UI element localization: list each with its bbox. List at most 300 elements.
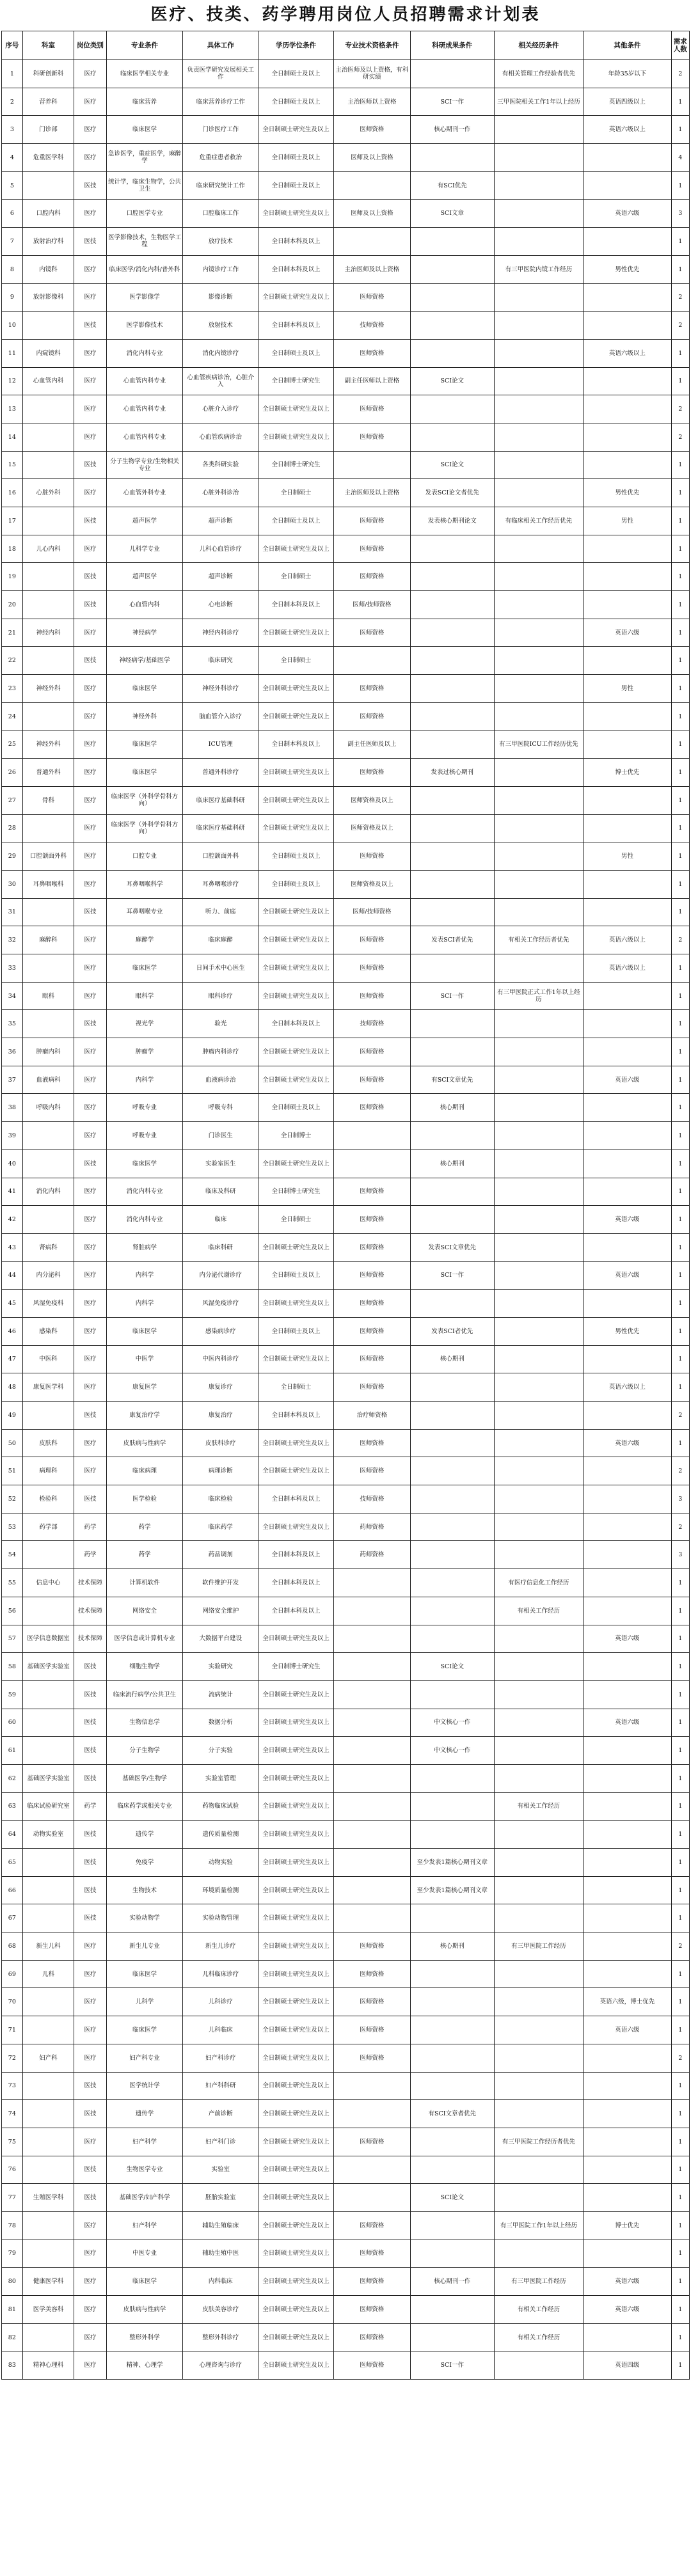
cell-major: 遗传学 (106, 2100, 183, 2128)
cell-duty: 妇产科诊疗 (183, 2044, 258, 2072)
cell-research (410, 1988, 494, 2016)
cell-count: 1 (671, 1429, 689, 1457)
cell-degree: 全日制博士研究生 (258, 451, 334, 479)
cell-other (584, 1653, 671, 1681)
table-row (2, 591, 690, 619)
cell-position-type: 医疗 (74, 1261, 106, 1290)
cell-experience (494, 1402, 584, 1430)
cell-duty: 实验室 (183, 2156, 258, 2184)
cell-experience: 有三甲医院正式工作1年以上经历 (494, 982, 584, 1010)
header-count: 需求人数 (671, 31, 689, 60)
table-row (2, 2268, 690, 2296)
cell-experience (494, 395, 584, 423)
cell-degree: 全日制硕士及以上 (258, 171, 334, 200)
cell-other (584, 2072, 671, 2100)
table-row (2, 144, 690, 172)
cell-duty: 产前诊断 (183, 2100, 258, 2128)
cell-major: 临床医学（外科学骨科方向） (106, 814, 183, 842)
cell-major: 内科学 (106, 1261, 183, 1290)
cell-degree: 全日制硕士研究生及以上 (258, 702, 334, 731)
cell-duty: 放疗技术 (183, 228, 258, 256)
cell-index: 25 (2, 731, 23, 759)
cell-research: SCI一作 (410, 982, 494, 1010)
cell-count: 1 (671, 255, 689, 283)
cell-duty: 日间手术中心医生 (183, 954, 258, 983)
cell-major: 妇产科学 (106, 2211, 183, 2240)
cell-other (584, 1513, 671, 1541)
cell-qualification (333, 451, 410, 479)
cell-major: 临床医学 (106, 1317, 183, 1345)
cell-count: 1 (671, 1680, 689, 1709)
cell-other (584, 1597, 671, 1625)
table-row (2, 1513, 690, 1541)
cell-experience (494, 1709, 584, 1737)
cell-experience (494, 814, 584, 842)
cell-research: 核心期刊 (410, 1932, 494, 1961)
cell-department (22, 2100, 74, 2128)
cell-count: 1 (671, 870, 689, 898)
cell-count: 2 (671, 1457, 689, 1485)
cell-qualification (333, 1625, 410, 1653)
cell-degree: 全日制硕士 (258, 647, 334, 675)
cell-experience: 有三甲医院工作1年以上经历 (494, 2211, 584, 2240)
cell-other (584, 1038, 671, 1066)
cell-degree: 全日制本科及以上 (258, 1010, 334, 1038)
cell-position-type: 医技 (74, 507, 106, 535)
cell-degree: 全日制硕士研究生及以上 (258, 1429, 334, 1457)
cell-department (22, 171, 74, 200)
cell-experience (494, 647, 584, 675)
cell-major: 新生儿专业 (106, 1932, 183, 1961)
cell-major: 皮肤病与性病学 (106, 2296, 183, 2324)
cell-position-type: 医疗 (74, 2323, 106, 2351)
cell-experience (494, 1122, 584, 1150)
cell-experience (494, 1513, 584, 1541)
cell-degree: 全日制硕士研究生及以上 (258, 1821, 334, 1849)
cell-other (584, 2156, 671, 2184)
cell-qualification (333, 1737, 410, 1765)
cell-experience (494, 339, 584, 367)
cell-qualification: 医师资格 (333, 535, 410, 563)
cell-experience (494, 1317, 584, 1345)
cell-other (584, 1402, 671, 1430)
cell-qualification: 主治医师及以上资格，有科研实绩 (333, 60, 410, 88)
cell-experience: 有三甲医院工作经历 (494, 1932, 584, 1961)
cell-research (410, 954, 494, 983)
cell-index: 73 (2, 2072, 23, 2100)
cell-count: 1 (671, 1849, 689, 1877)
cell-department: 口腔颌面外科 (22, 842, 74, 871)
cell-other (584, 563, 671, 591)
cell-department: 口腔内科 (22, 200, 74, 228)
cell-qualification (333, 1821, 410, 1849)
cell-duty: 眼科诊疗 (183, 982, 258, 1010)
cell-department (22, 2156, 74, 2184)
table-row (2, 619, 690, 647)
cell-duty: 实验动物管理 (183, 1904, 258, 1932)
cell-major: 儿科学专业 (106, 535, 183, 563)
cell-index: 72 (2, 2044, 23, 2072)
cell-experience (494, 1178, 584, 1206)
cell-experience (494, 200, 584, 228)
cell-department: 感染科 (22, 1317, 74, 1345)
table-row (2, 1066, 690, 1094)
cell-index: 51 (2, 1457, 23, 1485)
cell-count: 1 (671, 2351, 689, 2380)
cell-research: 核心期刊一作 (410, 2268, 494, 2296)
table-body (2, 60, 690, 2380)
cell-duty: 临床 (183, 1206, 258, 1234)
header-department: 科室 (22, 31, 74, 60)
cell-qualification: 主治医师以上资格 (333, 88, 410, 116)
cell-qualification: 医师资格 (333, 954, 410, 983)
cell-index: 39 (2, 1122, 23, 1150)
cell-qualification: 医师资格 (333, 759, 410, 787)
table-row (2, 563, 690, 591)
cell-department: 麻醉科 (22, 926, 74, 954)
cell-other (584, 1849, 671, 1877)
cell-research (410, 786, 494, 814)
cell-duty: 脑血管介入诊疗 (183, 702, 258, 731)
cell-degree: 全日制博士 (258, 1122, 334, 1150)
cell-major: 消化内科专业 (106, 1178, 183, 1206)
cell-position-type: 技术保障 (74, 1569, 106, 1597)
cell-qualification: 医师资格 (333, 1932, 410, 1961)
cell-qualification: 医师资格及以上 (333, 870, 410, 898)
cell-other (584, 1233, 671, 1261)
cell-major: 内科学 (106, 1290, 183, 1318)
cell-qualification: 医师资格 (333, 1178, 410, 1206)
cell-duty: 内分泌代谢诊疗 (183, 1261, 258, 1290)
cell-department: 生殖医学科 (22, 2184, 74, 2212)
cell-department: 普通外科 (22, 759, 74, 787)
cell-experience (494, 2044, 584, 2072)
cell-degree: 全日制硕士研究生及以上 (258, 2044, 334, 2072)
cell-department: 信息中心 (22, 1569, 74, 1597)
cell-experience (494, 870, 584, 898)
cell-department (22, 898, 74, 926)
cell-qualification: 医师资格及以上 (333, 786, 410, 814)
cell-position-type: 医技 (74, 2184, 106, 2212)
cell-department: 检验科 (22, 1485, 74, 1513)
cell-research (410, 2323, 494, 2351)
header-qualification: 专业技术资格条件 (333, 31, 410, 60)
cell-research (410, 1904, 494, 1932)
cell-index: 29 (2, 842, 23, 871)
cell-duty: 心脏介入诊疗 (183, 395, 258, 423)
cell-department: 血液病科 (22, 1066, 74, 1094)
cell-duty: 临床科研 (183, 1233, 258, 1261)
cell-degree: 全日制本科及以上 (258, 1597, 334, 1625)
cell-qualification: 医师资格 (333, 1345, 410, 1373)
cell-count: 2 (671, 423, 689, 451)
cell-degree: 全日制硕士研究生及以上 (258, 2156, 334, 2184)
cell-position-type: 医技 (74, 451, 106, 479)
cell-index: 70 (2, 1988, 23, 2016)
cell-degree: 全日制硕士研究生及以上 (258, 619, 334, 647)
cell-position-type: 医疗 (74, 842, 106, 871)
cell-degree: 全日制本科及以上 (258, 1402, 334, 1430)
cell-index: 43 (2, 1233, 23, 1261)
cell-qualification: 医师资格 (333, 2323, 410, 2351)
cell-department (22, 563, 74, 591)
cell-experience: 有三甲医院ICU工作经历优先 (494, 731, 584, 759)
cell-department: 病理科 (22, 1457, 74, 1485)
cell-index: 50 (2, 1429, 23, 1457)
cell-qualification: 医师资格 (333, 283, 410, 312)
cell-duty: 耳鼻咽喉诊疗 (183, 870, 258, 898)
cell-count: 1 (671, 619, 689, 647)
cell-index: 21 (2, 619, 23, 647)
cell-major: 基础医学/生物学 (106, 1764, 183, 1792)
cell-qualification: 医师资格 (333, 1373, 410, 1402)
cell-qualification (333, 2100, 410, 2128)
cell-experience (494, 1737, 584, 1765)
cell-duty: 消化内镜诊疗 (183, 339, 258, 367)
cell-department (22, 1737, 74, 1765)
cell-duty: 心电诊断 (183, 591, 258, 619)
cell-count: 1 (671, 2296, 689, 2324)
cell-index: 1 (2, 60, 23, 88)
cell-research: 发表过核心期刊 (410, 759, 494, 787)
table-row (2, 1402, 690, 1430)
cell-department: 心血管内科 (22, 367, 74, 395)
cell-index: 2 (2, 88, 23, 116)
cell-duty: 临床医疗基础科研 (183, 786, 258, 814)
cell-other (584, 1876, 671, 1904)
cell-degree: 全日制本科及以上 (258, 591, 334, 619)
cell-count: 1 (671, 1709, 689, 1737)
cell-research (410, 1792, 494, 1821)
cell-degree: 全日制硕士及以上 (258, 1317, 334, 1345)
cell-research: 核心期刊 (410, 1345, 494, 1373)
cell-qualification: 医师资格 (333, 2128, 410, 2156)
cell-department: 内镜科 (22, 255, 74, 283)
table-row (2, 926, 690, 954)
cell-duty: 临床研究 (183, 647, 258, 675)
cell-experience (494, 1821, 584, 1849)
cell-department: 放射治疗科 (22, 228, 74, 256)
cell-duty: 大数据平台建设 (183, 1625, 258, 1653)
cell-department (22, 1988, 74, 2016)
cell-experience: 有三甲医院工作经历 (494, 2268, 584, 2296)
cell-experience (494, 451, 584, 479)
cell-other: 英语六级 (584, 1709, 671, 1737)
cell-major: 临床医学 (106, 1960, 183, 1988)
cell-major: 细胞生物学 (106, 1653, 183, 1681)
cell-research (410, 1429, 494, 1457)
cell-position-type: 医疗 (74, 1290, 106, 1318)
cell-experience (494, 563, 584, 591)
cell-qualification (333, 1709, 410, 1737)
cell-qualification: 主治医师及以上资格 (333, 479, 410, 507)
cell-major: 急诊医学，重症医学，麻醉学 (106, 144, 183, 172)
cell-duty: ICU管理 (183, 731, 258, 759)
cell-degree: 全日制硕士研究生及以上 (258, 1150, 334, 1178)
cell-qualification: 医师资格 (333, 1457, 410, 1485)
cell-experience: 有相关工作经历 (494, 2296, 584, 2324)
cell-degree: 全日制硕士研究生及以上 (258, 786, 334, 814)
cell-index: 11 (2, 339, 23, 367)
cell-duty: 药品调剂 (183, 1541, 258, 1569)
cell-position-type: 医技 (74, 1010, 106, 1038)
cell-experience: 三甲医院相关工作1年以上经历 (494, 88, 584, 116)
table-row (2, 200, 690, 228)
cell-other: 英语六级 (584, 200, 671, 228)
cell-research (410, 870, 494, 898)
cell-research (410, 2128, 494, 2156)
cell-other: 英语四级 (584, 2351, 671, 2380)
cell-other: 博士优先 (584, 759, 671, 787)
table-row (2, 367, 690, 395)
cell-department: 皮肤科 (22, 1429, 74, 1457)
cell-research (410, 1122, 494, 1150)
cell-research (410, 395, 494, 423)
cell-position-type: 医疗 (74, 2268, 106, 2296)
cell-department: 基础医学实验室 (22, 1653, 74, 1681)
cell-index: 79 (2, 2240, 23, 2268)
cell-index: 62 (2, 1764, 23, 1792)
cell-department (22, 1122, 74, 1150)
cell-experience (494, 1066, 584, 1094)
cell-duty: 儿科心血管诊疗 (183, 535, 258, 563)
table-header-row (2, 31, 690, 60)
cell-duty: 实验室医生 (183, 1150, 258, 1178)
cell-research (410, 1680, 494, 1709)
cell-other (584, 982, 671, 1010)
cell-duty: 临床检验 (183, 1485, 258, 1513)
cell-degree: 全日制硕士及以上 (258, 88, 334, 116)
cell-index: 77 (2, 2184, 23, 2212)
cell-major: 心血管外科专业 (106, 479, 183, 507)
cell-qualification: 医师资格 (333, 2240, 410, 2268)
cell-experience (494, 367, 584, 395)
cell-other: 英语六级以上 (584, 339, 671, 367)
table-row (2, 1709, 690, 1737)
cell-qualification (333, 2072, 410, 2100)
table-row (2, 1876, 690, 1904)
cell-position-type: 医技 (74, 171, 106, 200)
cell-department (22, 1402, 74, 1430)
cell-qualification: 医师资格 (333, 1094, 410, 1122)
cell-other: 英语六级 (584, 2016, 671, 2044)
table-row (2, 898, 690, 926)
cell-major: 儿科学 (106, 1988, 183, 2016)
cell-department: 基础医学实验室 (22, 1764, 74, 1792)
cell-position-type: 药学 (74, 1513, 106, 1541)
table-row (2, 1178, 690, 1206)
cell-position-type: 医技 (74, 2100, 106, 2128)
cell-experience: 有相关工作经历 (494, 1597, 584, 1625)
cell-other (584, 1094, 671, 1122)
cell-qualification: 医师资格 (333, 2268, 410, 2296)
cell-count: 1 (671, 1988, 689, 2016)
cell-research (410, 255, 494, 283)
cell-major: 皮肤病与性病学 (106, 1429, 183, 1457)
cell-qualification: 医师资格 (333, 926, 410, 954)
cell-other (584, 283, 671, 312)
cell-duty: 临床及科研 (183, 1178, 258, 1206)
cell-count: 1 (671, 954, 689, 983)
cell-degree: 全日制硕士 (258, 563, 334, 591)
table-row (2, 1261, 690, 1290)
cell-count: 1 (671, 1317, 689, 1345)
cell-department (22, 1206, 74, 1234)
cell-qualification: 医师资格 (333, 675, 410, 703)
cell-experience (494, 1094, 584, 1122)
cell-qualification (333, 1849, 410, 1877)
cell-research: 核心期刊 (410, 1094, 494, 1122)
cell-degree: 全日制硕士研究生及以上 (258, 1680, 334, 1709)
cell-other (584, 2044, 671, 2072)
header-major: 专业条件 (106, 31, 183, 60)
cell-qualification (333, 2184, 410, 2212)
cell-degree: 全日制硕士研究生及以上 (258, 1792, 334, 1821)
cell-qualification: 医师资格 (333, 563, 410, 591)
cell-major: 生物信息学 (106, 1709, 183, 1737)
cell-position-type: 医疗 (74, 88, 106, 116)
table-row (2, 954, 690, 983)
cell-other (584, 1345, 671, 1373)
table-row (2, 1960, 690, 1988)
cell-count: 1 (671, 1625, 689, 1653)
table-row (2, 731, 690, 759)
cell-duty: 感染病诊疗 (183, 1317, 258, 1345)
cell-duty: 超声诊断 (183, 563, 258, 591)
cell-other (584, 228, 671, 256)
cell-major: 精神、心理学 (106, 2351, 183, 2380)
cell-qualification: 医师资格 (333, 2296, 410, 2324)
cell-experience (494, 702, 584, 731)
cell-department: 肾病科 (22, 1233, 74, 1261)
cell-experience (494, 1010, 584, 1038)
cell-major: 医学信息或计算机专业 (106, 1625, 183, 1653)
cell-department: 药学部 (22, 1513, 74, 1541)
cell-duty: 儿科临床诊疗 (183, 1960, 258, 1988)
cell-qualification: 医师/技师资格 (333, 591, 410, 619)
table-row (2, 1625, 690, 1653)
cell-duty: 实验研究 (183, 1653, 258, 1681)
cell-research (410, 1373, 494, 1402)
cell-other (584, 367, 671, 395)
cell-other (584, 423, 671, 451)
cell-qualification: 医师资格 (333, 1206, 410, 1234)
cell-qualification: 药师资格 (333, 1541, 410, 1569)
cell-major: 超声医学 (106, 563, 183, 591)
cell-position-type: 医技 (74, 1680, 106, 1709)
cell-count: 3 (671, 200, 689, 228)
table-row (2, 982, 690, 1010)
cell-major: 肿瘤学 (106, 1038, 183, 1066)
cell-position-type: 医技 (74, 1653, 106, 1681)
cell-count: 1 (671, 2268, 689, 2296)
cell-department: 危重医学科 (22, 144, 74, 172)
cell-index: 22 (2, 647, 23, 675)
table-row (2, 842, 690, 871)
cell-duty: 超声诊断 (183, 507, 258, 535)
cell-count: 1 (671, 1010, 689, 1038)
cell-other (584, 395, 671, 423)
cell-experience: 有相关管理工作经验者优先 (494, 60, 584, 88)
header-duty: 具体工作 (183, 31, 258, 60)
cell-research: SCI论文 (410, 451, 494, 479)
cell-duty: 分子实验 (183, 1737, 258, 1765)
cell-qualification: 医师资格 (333, 1429, 410, 1457)
cell-position-type: 医技 (74, 2156, 106, 2184)
cell-other: 英语四级以上 (584, 88, 671, 116)
cell-duty: 妇产科门诊 (183, 2128, 258, 2156)
cell-major: 临床医学/消化内科/普外科 (106, 255, 183, 283)
